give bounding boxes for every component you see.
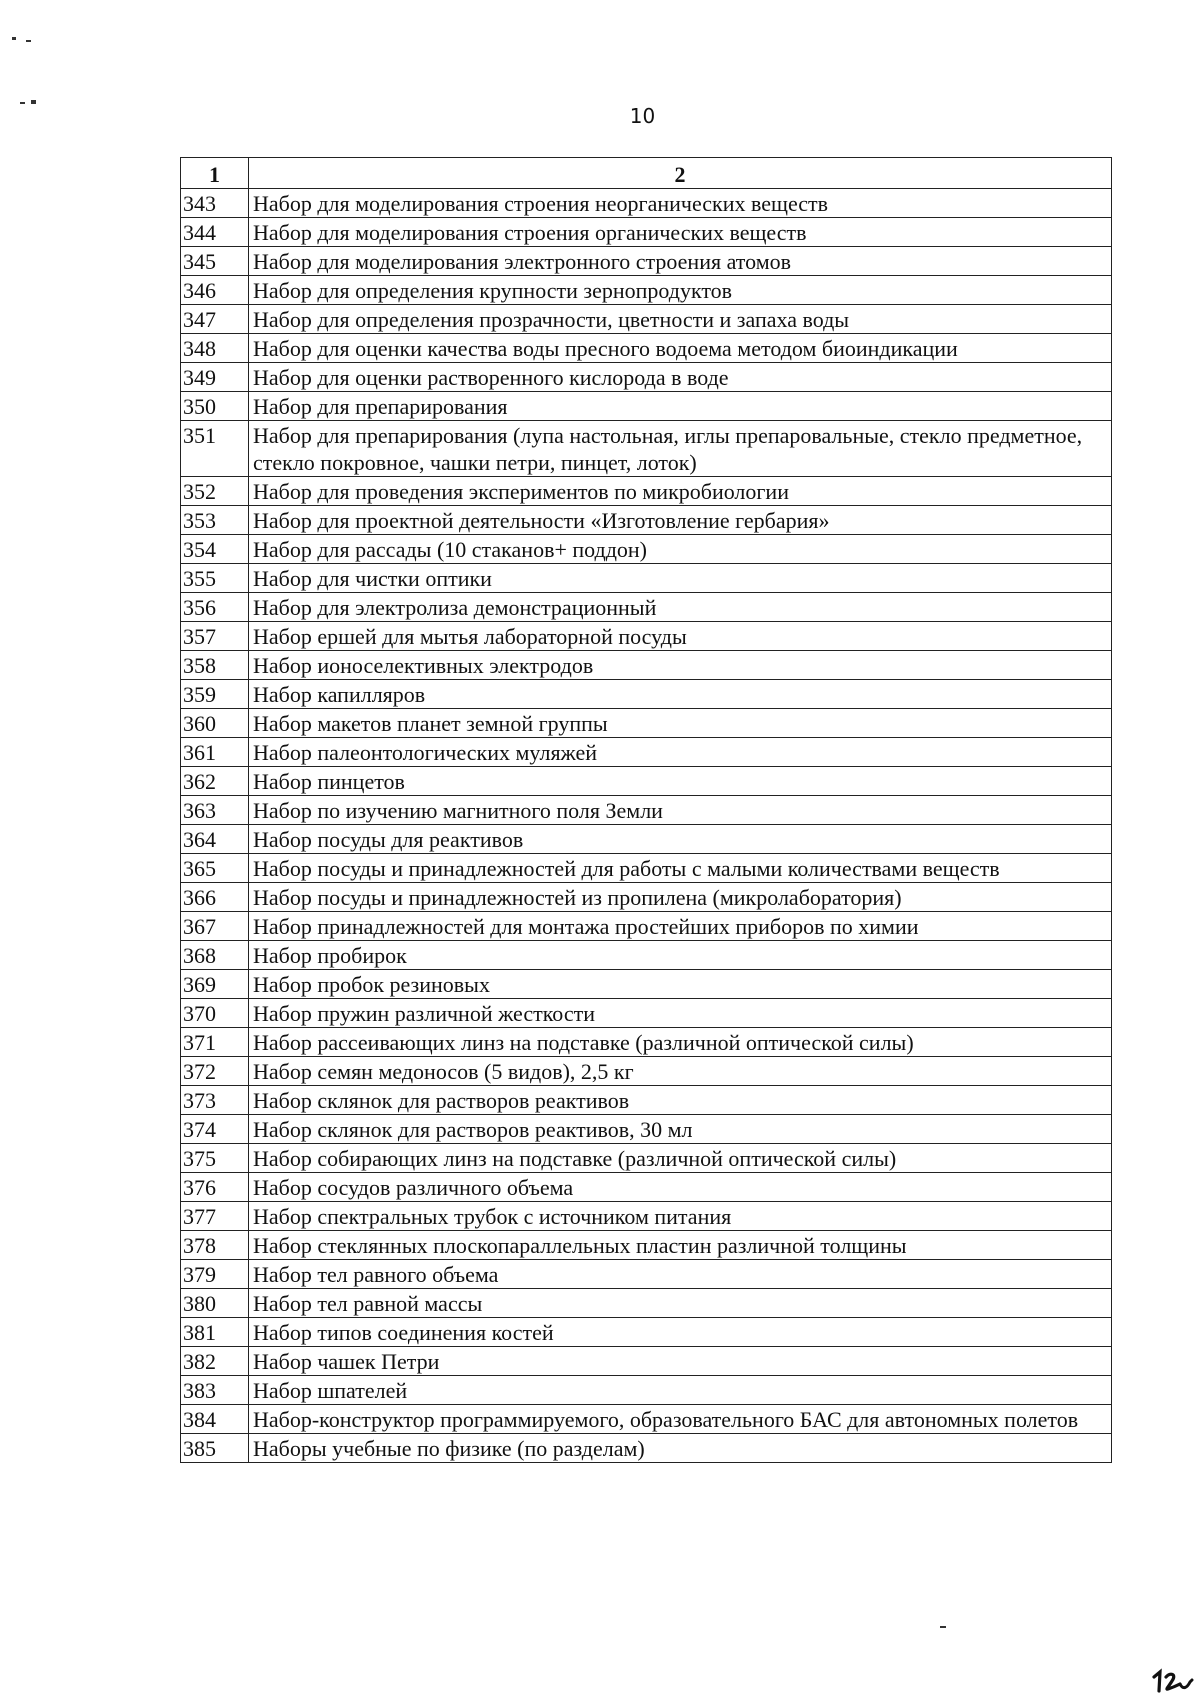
column-header-number: 1 xyxy=(181,158,249,189)
table-row xyxy=(181,363,1112,392)
table-row xyxy=(181,941,1112,970)
row-number: 354 xyxy=(181,535,249,564)
table-row xyxy=(181,1173,1112,1202)
item-name: Набор пинцетов xyxy=(249,767,1112,796)
row-number: 384 xyxy=(181,1405,249,1434)
item-name: Набор по изучению магнитного поля Земли xyxy=(249,796,1112,825)
row-number: 376 xyxy=(181,1173,249,1202)
table-body xyxy=(181,189,1112,1463)
row-number: 371 xyxy=(181,1028,249,1057)
table-row xyxy=(181,392,1112,421)
row-number: 383 xyxy=(181,1376,249,1405)
row-number: 367 xyxy=(181,912,249,941)
table-row xyxy=(181,854,1112,883)
item-name: Набор для моделирования строения неорганических веществ xyxy=(249,189,1112,218)
table-row xyxy=(181,1144,1112,1173)
row-number: 381 xyxy=(181,1318,249,1347)
row-number: 350 xyxy=(181,392,249,421)
table-row xyxy=(181,421,1112,477)
row-number: 356 xyxy=(181,593,249,622)
item-name: Набор для чистки оптики xyxy=(249,564,1112,593)
item-name: Набор для оценки качества воды пресного водоема методом биоиндикации xyxy=(249,334,1112,363)
row-number: 385 xyxy=(181,1434,249,1463)
item-name: Набор посуды для реактивов xyxy=(249,825,1112,854)
item-name: Набор тел равной массы xyxy=(249,1289,1112,1318)
row-number: 346 xyxy=(181,276,249,305)
table-row xyxy=(181,738,1112,767)
table-row xyxy=(181,1028,1112,1057)
table-header-row xyxy=(181,158,1112,189)
table-row xyxy=(181,883,1112,912)
row-number: 369 xyxy=(181,970,249,999)
table-row xyxy=(181,651,1112,680)
table-row xyxy=(181,1376,1112,1405)
table-row xyxy=(181,767,1112,796)
row-number: 366 xyxy=(181,883,249,912)
item-name: Набор макетов планет земной группы xyxy=(249,709,1112,738)
row-number: 357 xyxy=(181,622,249,651)
table-row xyxy=(181,564,1112,593)
item-name: Набор для электролиза демонстрационный xyxy=(249,593,1112,622)
item-name: Набор принадлежностей для монтажа простейших приборов по химии xyxy=(249,912,1112,941)
table-row xyxy=(181,305,1112,334)
row-number: 370 xyxy=(181,999,249,1028)
item-name: Набор посуды и принадлежностей из пропилена (микролаборатория) xyxy=(249,883,1112,912)
page-number: 10 xyxy=(629,104,656,128)
table-row xyxy=(181,1289,1112,1318)
table-row xyxy=(181,189,1112,218)
row-number: 372 xyxy=(181,1057,249,1086)
row-number: 355 xyxy=(181,564,249,593)
item-name: Набор палеонтологических муляжей xyxy=(249,738,1112,767)
item-name: Набор пружин различной жесткости xyxy=(249,999,1112,1028)
table-row xyxy=(181,1318,1112,1347)
scan-speck xyxy=(26,40,31,42)
table-row xyxy=(181,1202,1112,1231)
row-number: 359 xyxy=(181,680,249,709)
row-number: 351 xyxy=(181,421,249,477)
item-name: Набор для препарирования xyxy=(249,392,1112,421)
item-name: Набор-конструктор программируемого, образовательного БАС для автономных полетов xyxy=(249,1405,1112,1434)
row-number: 379 xyxy=(181,1260,249,1289)
table-row xyxy=(181,247,1112,276)
row-number: 378 xyxy=(181,1231,249,1260)
inventory-table xyxy=(180,157,1112,1463)
row-number: 368 xyxy=(181,941,249,970)
row-number: 344 xyxy=(181,218,249,247)
item-name: Набор посуды и принадлежностей для работы с малыми количествами веществ xyxy=(249,854,1112,883)
table-row xyxy=(181,593,1112,622)
item-name: Набор семян медоносов (5 видов), 2,5 кг xyxy=(249,1057,1112,1086)
item-name: Набор для определения крупности зернопродуктов xyxy=(249,276,1112,305)
row-number: 361 xyxy=(181,738,249,767)
table-row xyxy=(181,1115,1112,1144)
table-row xyxy=(181,218,1112,247)
row-number: 353 xyxy=(181,506,249,535)
row-number: 358 xyxy=(181,651,249,680)
item-name: Набор для проектной деятельности «Изготовление гербария» xyxy=(249,506,1112,535)
scan-speck xyxy=(940,1626,946,1628)
table-row xyxy=(181,1405,1112,1434)
item-name: Набор рассеивающих линз на подставке (различной оптической силы) xyxy=(249,1028,1112,1057)
row-number: 374 xyxy=(181,1115,249,1144)
row-number: 380 xyxy=(181,1289,249,1318)
item-name: Набор ершей для мытья лабораторной посуды xyxy=(249,622,1112,651)
handwritten-page-mark xyxy=(1150,1668,1194,1700)
row-number: 375 xyxy=(181,1144,249,1173)
item-name: Набор склянок для растворов реактивов, 30 мл xyxy=(249,1115,1112,1144)
row-number: 360 xyxy=(181,709,249,738)
item-name: Набор склянок для растворов реактивов xyxy=(249,1086,1112,1115)
table-row xyxy=(181,825,1112,854)
table-row xyxy=(181,796,1112,825)
table-row xyxy=(181,1347,1112,1376)
item-name: Набор шпателей xyxy=(249,1376,1112,1405)
table-row xyxy=(181,680,1112,709)
table-row xyxy=(181,970,1112,999)
item-name: Набор тел равного объема xyxy=(249,1260,1112,1289)
item-name: Набор для препарирования (лупа настольная, иглы препаровальные, стекло предметное, стекло покровное, чашки петри, пинцет, лоток) xyxy=(249,421,1112,477)
item-name: Набор для определения прозрачности, цветности и запаха воды xyxy=(249,305,1112,334)
row-number: 348 xyxy=(181,334,249,363)
row-number: 352 xyxy=(181,477,249,506)
row-number: 349 xyxy=(181,363,249,392)
item-name: Набор спектральных трубок с источником питания xyxy=(249,1202,1112,1231)
item-name: Набор пробирок xyxy=(249,941,1112,970)
item-name: Набор для рассады (10 стаканов+ поддон) xyxy=(249,535,1112,564)
row-number: 363 xyxy=(181,796,249,825)
row-number: 343 xyxy=(181,189,249,218)
item-name: Набор стеклянных плоскопараллельных пластин различной толщины xyxy=(249,1231,1112,1260)
table-row xyxy=(181,1231,1112,1260)
row-number: 345 xyxy=(181,247,249,276)
item-name: Набор чашек Петри xyxy=(249,1347,1112,1376)
table-row xyxy=(181,276,1112,305)
table-row xyxy=(181,535,1112,564)
table-row xyxy=(181,622,1112,651)
table-row xyxy=(181,1086,1112,1115)
item-name: Набор ионоселективных электродов xyxy=(249,651,1112,680)
item-name: Набор для проведения экспериментов по микробиологии xyxy=(249,477,1112,506)
item-name: Набор для оценки растворенного кислорода в воде xyxy=(249,363,1112,392)
table-row xyxy=(181,912,1112,941)
row-number: 347 xyxy=(181,305,249,334)
column-header-name: 2 xyxy=(249,158,1112,189)
item-name: Набор для моделирования строения органических веществ xyxy=(249,218,1112,247)
row-number: 365 xyxy=(181,854,249,883)
row-number: 377 xyxy=(181,1202,249,1231)
table-row xyxy=(181,1260,1112,1289)
item-name: Набор типов соединения костей xyxy=(249,1318,1112,1347)
item-name: Набор пробок резиновых xyxy=(249,970,1112,999)
item-name: Набор сосудов различного объема xyxy=(249,1173,1112,1202)
table-row xyxy=(181,477,1112,506)
table-row xyxy=(181,709,1112,738)
item-name: Набор собирающих линз на подставке (различной оптической силы) xyxy=(249,1144,1112,1173)
row-number: 373 xyxy=(181,1086,249,1115)
table-row xyxy=(181,999,1112,1028)
scan-speck xyxy=(12,37,16,40)
table-row xyxy=(181,334,1112,363)
item-name: Набор капилляров xyxy=(249,680,1112,709)
row-number: 364 xyxy=(181,825,249,854)
table-row xyxy=(181,1057,1112,1086)
item-name: Набор для моделирования электронного строения атомов xyxy=(249,247,1112,276)
item-name: Наборы учебные по физике (по разделам) xyxy=(249,1434,1112,1463)
table-row xyxy=(181,506,1112,535)
row-number: 382 xyxy=(181,1347,249,1376)
row-number: 362 xyxy=(181,767,249,796)
table-row xyxy=(181,1434,1112,1463)
